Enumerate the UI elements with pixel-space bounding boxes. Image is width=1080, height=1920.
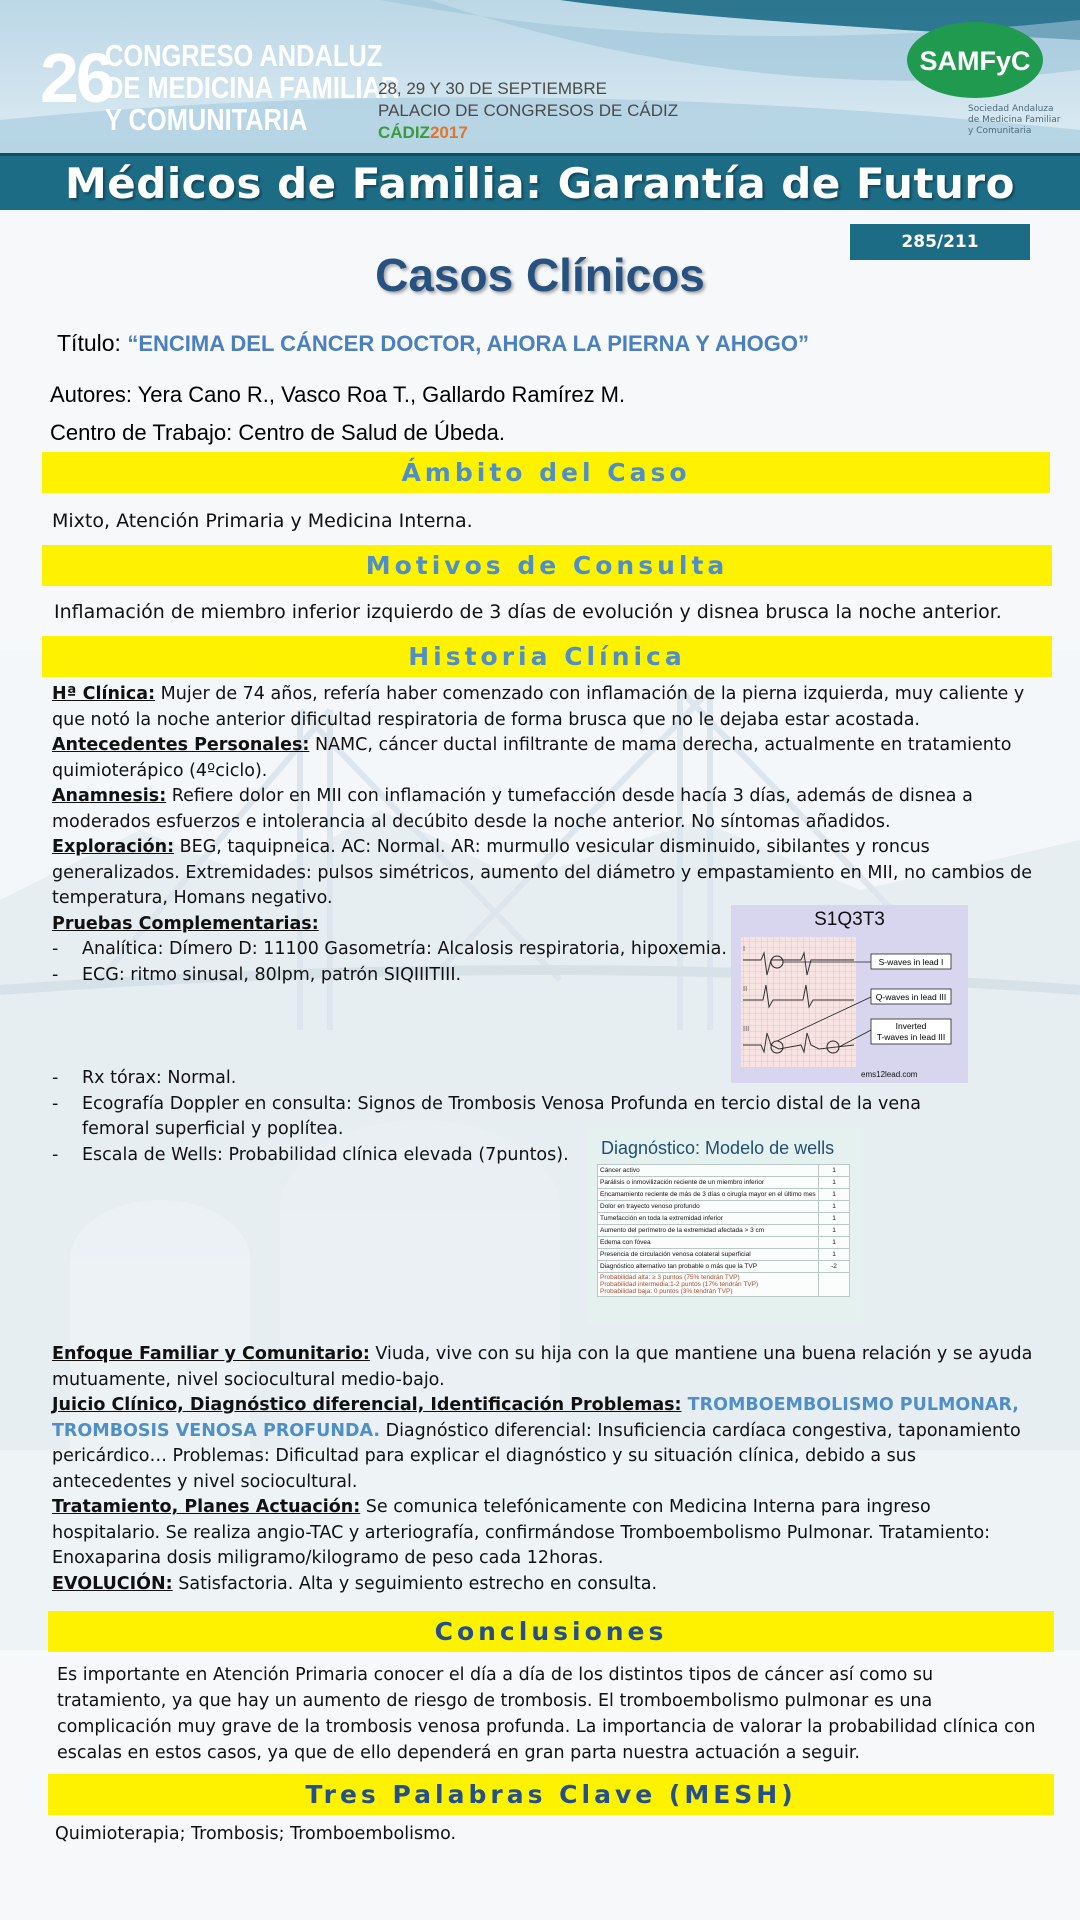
juicio-paragraph: Juicio Clínico, Diagnóstico diferencial, Identificación Problemas: TROMBOEMBOLISMO PULMONAR, TROMBOSIS VENOSA PROFUNDA. Diagnóstico diferencial: Insuficiencia cardíaca congestiva, taponamiento pericárdico… Problemas: Dificultad para explicar el diagnóstico y su situación clínica, debido a sus antecedentes y nivel sociocultural. (52, 1395, 1021, 1492)
list-item: - ECG: ritmo sinusal, 80lpm, patrón SIQIIITIII. (52, 963, 1037, 989)
samfyc-logo (905, 20, 1045, 102)
table-row: Probabilidad alta: ≥ 3 puntos (75% tendrán TVP) Probabilidad intermedia:1-2 puntos (17% tendrán TVP) Probabilidad baja: 0 puntos (3% tendrán TVP) (598, 1273, 850, 1297)
case-title-label: Título: (57, 330, 121, 356)
ecg-lead-label: II (743, 985, 748, 993)
section-heading-ambito: Ámbito del Caso (42, 452, 1050, 493)
ecg-label-inverted: Inverted (895, 1021, 927, 1031)
poster-code: 285/211 (850, 224, 1030, 260)
samfyc-logo-subtitle: Sociedad Andaluza de Medicina Familiar y Comunitaria (968, 104, 1061, 136)
section-heading-conclusiones: Conclusiones (48, 1611, 1054, 1652)
section-heading-historia: Historia Clínica (42, 636, 1052, 677)
evolucion-paragraph: EVOLUCIÓN: Satisfactoria. Alta y seguimiento estrecho en consulta. (52, 1573, 658, 1594)
wells-title: Diagnóstico: Modelo de wells (601, 1138, 835, 1158)
congress-header (0, 0, 1080, 210)
congress-dates: 28, 29 Y 30 DE SEPTIEMBRE PALACIO DE CONGRESOS DE CÁDIZ CÁDIZ2017 (378, 79, 679, 142)
table-row: Presencia de circulación venosa colateral superficial 1 (598, 1249, 850, 1261)
list-item: - Rx tórax: Normal. (52, 1066, 992, 1092)
page-title: Casos Clínicos (375, 249, 705, 301)
ecg-figure-title: S1Q3T3 (814, 909, 885, 930)
ecg-label-q-waves: Q-waves in lead III (875, 992, 947, 1002)
table-row: Tumefacción en toda la extremidad inferior 1 (598, 1213, 850, 1225)
case-details-block (52, 1342, 1037, 1597)
wells-table (597, 1164, 850, 1297)
ecg-figure-caption: ems12lead.com (861, 1070, 918, 1079)
section-heading-motivos: Motivos de Consulta (42, 545, 1052, 586)
ecg-label-t-waves: T-waves in lead III (876, 1032, 946, 1042)
ecg-lead-label: I (743, 945, 746, 953)
case-title-line (57, 330, 809, 357)
congress-number: 26 (40, 39, 112, 117)
ecg-lead-label: III (743, 1025, 750, 1033)
ecg-tracing (731, 905, 968, 1083)
historia-antecedentes: Antecedentes Personales: NAMC, cáncer ductal infiltrante de mama derecha, actualmente en tratamiento quimioterápico (4ºciclo). (52, 735, 1012, 781)
ecg-label-s-waves: S-waves in lead I (878, 957, 944, 967)
workplace: Centro de Trabajo: Centro de Salud de Úbeda. (50, 420, 505, 445)
case-title-value: “ENCIMA DEL CÁNCER DOCTOR, AHORA LA PIERNA Y AHOGO” (127, 331, 809, 356)
table-row: Encamamiento reciente de más de 3 días o cirugía mayor en el último mes 1 (598, 1189, 850, 1201)
svg-text:SAMFyC: SAMFyC (919, 46, 1031, 76)
congress-name: CONGRESO ANDALUZ DE MEDICINA FAMILIAR Y COMUNITARIA (105, 38, 400, 137)
historia-exploracion: Exploración: BEG, taquipneica. AC: Normal. AR: murmullo vesicular disminuido, sibilantes y roncus generalizados. Extremidades: pulsos simétricos, aumento del diámetro y empastamiento en MII, no cambios de temperatura, Homans negativo. (52, 837, 1032, 908)
list-item: - Analítica: Dímero D: 11100 Gasometría: Alcalosis respiratoria, hipoxemia. (52, 937, 1037, 963)
table-row: Diagnóstico alternativo tan probable o más que la TVP -2 (598, 1261, 850, 1273)
historia-pruebas-label: Pruebas Complementarias: (52, 913, 319, 934)
ambito-text: Mixto, Atención Primaria y Medicina Interna. (52, 510, 473, 532)
table-row: Dolor en trayecto venoso profundo 1 (598, 1201, 850, 1213)
mesh-keywords: Quimioterapia; Trombosis; Tromboembolismo. (55, 1824, 457, 1844)
authors: Autores: Yera Cano R., Vasco Roa T., Gallardo Ramírez M. (50, 382, 626, 407)
congress-motto-banner: Médicos de Familia: Garantía de Futuro (0, 153, 1080, 210)
wells-score-figure (587, 1128, 863, 1324)
table-row: Parálisis o inmovilización reciente de un miembro inferior 1 (598, 1177, 850, 1189)
conclusiones-text: Es importante en Atención Primaria conocer el día a día de los distintos tipos de cáncer así como su tratamiento, ya que hay un aumento de riesgo de trombosis. El tromboembolismo pulmonar es una complicación muy grave de la trombosis venosa profunda. La importancia de valorar la probabilidad clínica con escalas en estos casos, ya que de ello dependerá en gran parta nuestra actuación a seguir. (57, 1665, 1036, 1763)
ecg-figure (731, 905, 968, 1083)
list-item: - Ecografía Doppler en consulta: Signos de Trombosis Venosa Profunda en tercio distal de la vena femoral superficial y poplítea. (52, 1092, 992, 1143)
table-row: Edema con fóvea 1 (598, 1237, 850, 1249)
historia-anamnesis: Anamnesis: Refiere dolor en MII con inflamación y tumefacción desde hacía 3 días, además de disnea a moderados esfuerzos e intolerancia al decúbito desde la noche anterior. No síntomas añadidos. (52, 786, 973, 832)
tratamiento-paragraph: Tratamiento, Planes Actuación: Se comunica telefónicamente con Medicina Interna para ingreso hospitalario. Se realiza angio-TAC y arteriografía, confirmándose Tromboembolismo Pulmonar. Tratamiento: Enoxaparina dosis miligramo/kilogramo de peso cada 12horas. (52, 1497, 991, 1568)
table-row: Cáncer activo 1 (598, 1165, 850, 1177)
motivos-text: Inflamación de miembro inferior izquierdo de 3 días de evolución y disnea brusca la noche anterior. (54, 601, 1002, 623)
section-heading-mesh: Tres Palabras Clave (MESH) (48, 1774, 1054, 1815)
historia-clinica: Hª Clínica: Mujer de 74 años, refería haber comenzado con inflamación de la pierna izquierda, muy caliente y que notó la noche anterior dificultad respiratoria de forma brusca que no le dejaba estar acostada. (52, 684, 1025, 730)
enfoque-paragraph: Enfoque Familiar y Comunitario: Viuda, vive con su hija con la que mantiene una buena relación y se ayuda mutuamente, nivel sociocultural medio-bajo. (52, 1344, 1033, 1390)
table-row: Aumento del perímetro de la extremidad afectada > 3 cm 1 (598, 1225, 850, 1237)
list-item: - Escala de Wells: Probabilidad clínica elevada (7puntos). (52, 1143, 992, 1169)
